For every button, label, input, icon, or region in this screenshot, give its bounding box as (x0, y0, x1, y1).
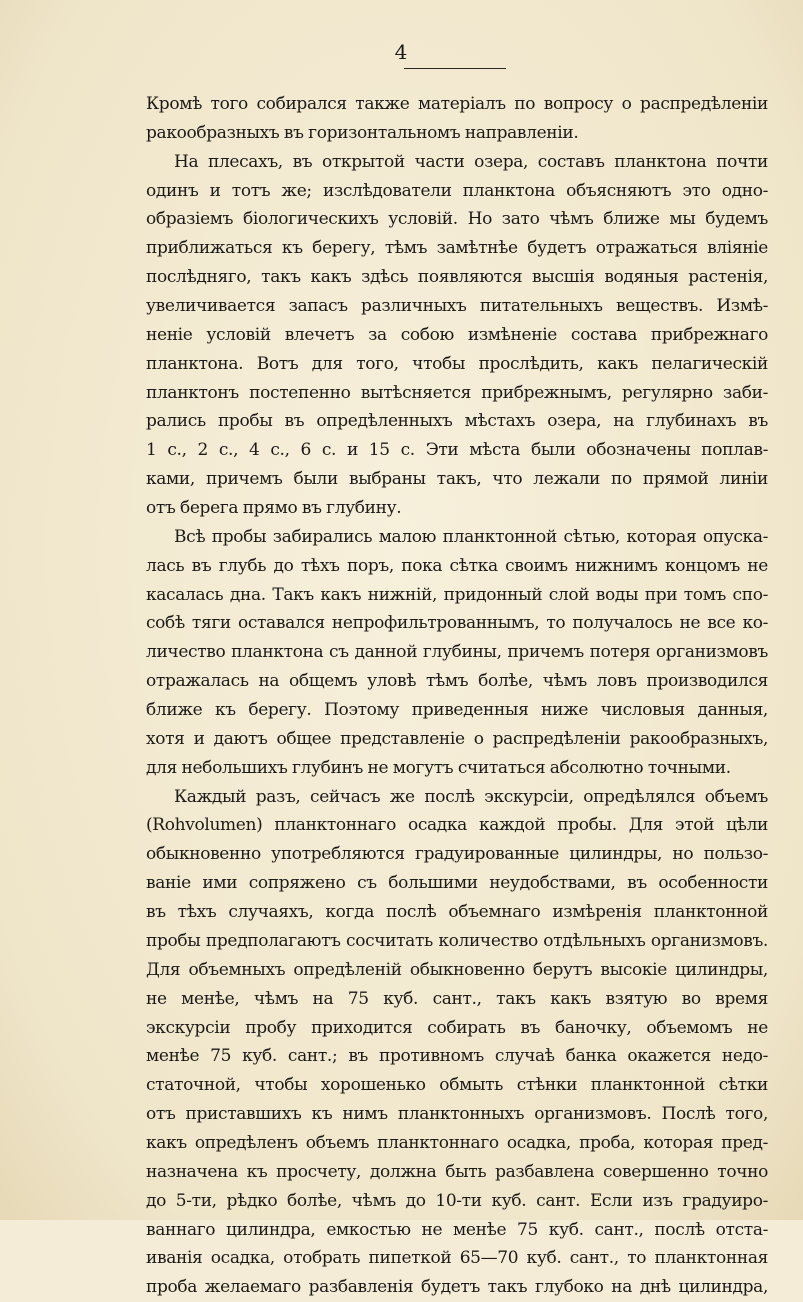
text-line: приближаться къ берегу, тѣмъ замѣтнѣе будетъ отражаться вліяніе (146, 238, 768, 259)
text-line: неніе условій влечетъ за собою измѣненіе состава прибрежнаго (146, 324, 768, 345)
text-line: касалась дна. Такъ какъ нижній, придонный слой воды при томъ спо- (146, 584, 768, 605)
text-line: обыкновенно употребляются градуированные цилиндры, но пользо- (146, 844, 768, 865)
text-line: увеличивается запасъ различныхъ питательныхъ веществъ. Измѣ- (146, 296, 768, 317)
text-line: Каждый разъ, сейчасъ же послѣ экскурсіи, опредѣлялся объемъ (174, 786, 768, 807)
text-line: (Rohvolumen) планктоннаго осадка каждой пробы. Для этой цѣли (146, 815, 768, 836)
text-line: Всѣ пробы забирались малою планктонной сѣтью, которая опуска- (174, 526, 768, 547)
text-line: лась въ глубь до тѣхъ поръ, пока сѣтка своимъ нижнимъ концомъ не (146, 555, 768, 576)
text-line: ближе къ берегу. Поэтому приведенныя ниже числовыя данныя, (146, 700, 768, 721)
text-line: какъ опредѣленъ объемъ планктоннаго осадка, проба, которая пред- (146, 1132, 768, 1153)
text-line: образіемъ біологическихъ условій. Но зато чѣмъ ближе мы будемъ (146, 209, 768, 230)
text-line: не менѣе, чѣмъ на 75 куб. сант., такъ какъ взятую во время (146, 988, 768, 1009)
text-line: проба желаемаго разбавленія будетъ такъ глубоко на днѣ цилиндра, (146, 1277, 768, 1298)
text-line: Для объемныхъ опредѣленій обыкновенно берутъ высокіе цилиндры, (146, 959, 768, 980)
text-line: личество планктона съ данной глубины, причемъ потеря организмовъ (146, 642, 768, 663)
text-line: для небольшихъ глубинъ не могутъ считаться абсолютно точными. (146, 757, 731, 778)
body-text (146, 90, 768, 1302)
text-line: 1 с., 2 с., 4 с., 6 с. и 15 с. Эти мѣста были обозначены поплав- (146, 440, 768, 461)
text-line: На плесахъ, въ открытой части озера, составъ планктона почти (174, 151, 768, 172)
text-line: ками, причемъ были выбраны такъ, что лежали по прямой линіи (146, 469, 768, 490)
text-line: отражалась на общемъ уловѣ тѣмъ болѣе, чѣмъ ловъ производился (146, 671, 768, 692)
text-line: Кромѣ того собирался также матеріалъ по вопросу о распредѣленіи (146, 94, 768, 114)
text-line: менѣе 75 куб. сант.; въ противномъ случаѣ банка окажется недо- (146, 1046, 768, 1067)
text-line: отъ берега прямо въ глубину. (146, 498, 402, 519)
text-line: рались пробы въ опредѣленныхъ мѣстахъ озера, на глубинахъ въ (146, 411, 768, 432)
text-line: планктонъ постепенно вытѣсняется прибрежнымъ, регулярно заби- (146, 382, 768, 403)
text-line: пробы предполагаютъ сосчитать количество отдѣльныхъ организмовъ. (146, 930, 768, 951)
text-line: ракообразныхъ въ горизонтальномъ направленіи. (146, 122, 579, 143)
text-line: экскурсіи пробу приходится собирать въ баночку, объемомъ не (146, 1017, 768, 1038)
text-line: одинъ и тотъ же; изслѣдователи планктона объясняютъ это одно- (146, 180, 768, 201)
header-rule (404, 68, 506, 69)
text-line: назначена къ просчету, должна быть разбавлена совершенно точно (146, 1161, 768, 1182)
text-line: хотя и даютъ общее представленіе о распредѣленіи ракообразныхъ, (146, 728, 768, 749)
text-line: ваннаго цилиндра, емкостью не менѣе 75 куб. сант., послѣ отста- (146, 1219, 768, 1240)
text-line: статочной, чтобы хорошенько обмыть стѣнки планктонной сѣтки (146, 1075, 768, 1096)
text-line: послѣдняго, такъ какъ здѣсь появляются высшія водяныя растенія, (146, 267, 768, 288)
text-line: собѣ тяги оставался непрофильтрованнымъ, то получалось не все ко- (146, 613, 768, 634)
page-number: 4 (394, 40, 409, 64)
text-line: до 5-ти, рѣдко болѣе, чѣмъ до 10-ти куб. сант. Если изъ градуиро- (146, 1190, 768, 1211)
text-line: въ тѣхъ случаяхъ, когда послѣ объемнаго измѣренія планктонной (146, 902, 768, 923)
text-line: отъ приставшихъ къ нимъ планктонныхъ организмовъ. Послѣ того, (146, 1104, 768, 1125)
text-line: планктона. Вотъ для того, чтобы прослѣдить, какъ пелагическій (146, 353, 768, 374)
text-line: иванія осадка, отобрать пипеткой 65—70 куб. сант., то планктонная (146, 1248, 768, 1269)
text-line: ваніе ими сопряжено съ большими неудобствами, въ особенности (146, 873, 768, 894)
